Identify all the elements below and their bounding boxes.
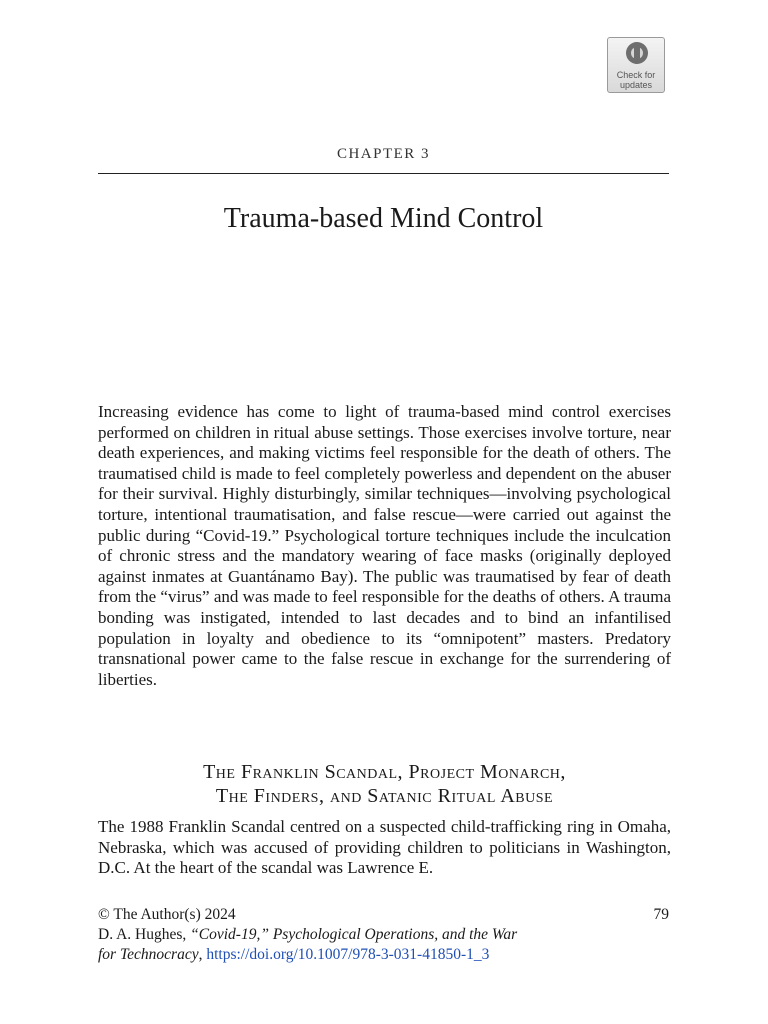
header-rule (98, 173, 669, 174)
badge-label-line2: updates (619, 79, 653, 90)
citation-author: D. A. Hughes, (98, 926, 191, 943)
badge-label-line1: Check for (616, 70, 656, 80)
book-title-part1: “Covid-19,” Psychological Operations, and the War (190, 926, 518, 943)
chapter-label: CHAPTER 3 (336, 146, 431, 162)
chapter-title: Trauma-based Mind Control (223, 203, 544, 234)
section-heading-line1: The Franklin Scandal, Project Monarch, (203, 761, 566, 783)
badge-label (608, 71, 664, 90)
section-paragraph: The 1988 Franklin Scandal centred on a suspected child-trafficking ring in Omaha, Nebraska, which was accused of providing children to politicians in Washington, D.C. At the heart of the scandal was Lawrence E. (98, 817, 671, 878)
doi-link[interactable]: https://doi.org/10.1007/978-3-031-41850-1_3 (206, 946, 490, 963)
section-heading (98, 760, 671, 808)
page-footer (98, 905, 669, 965)
citation-separator: , (198, 946, 207, 963)
copyright-line: © The Author(s) 2024 (98, 906, 236, 923)
section-heading-line2: The Finders, and Satanic Ritual Abuse (215, 785, 554, 807)
book-title-part2: for Technocracy (98, 946, 199, 963)
citation-line1 (98, 925, 669, 945)
citation-line2 (98, 945, 669, 965)
check-for-updates-badge[interactable] (607, 37, 665, 93)
check-for-updates-icon (626, 42, 648, 64)
page-number: 79 (653, 906, 669, 923)
abstract-paragraph: Increasing evidence has come to light of trauma-based mind control exercises performed on children in ritual abuse settings. Those exercises involve torture, near death experiences, and making victims feel responsible for the death of others. The traumatised child is made to feel completely powerless and dependent on the abuser for their survival. Highly disturbingly, similar techniques—involving psychological torture, intentional traumatisation, and false rescue—were carried out against the public during “Covid-19.” Psychological torture techniques include the inculcation of chronic stress and the mandatory wearing of face masks (originally deployed against inmates at Guantánamo Bay). The public was traumatised by fear of death from the “virus” and was made to feel responsible for the deaths of others. A trauma bonding was instigated, intended to last decades and to bind an infantilised population in loyalty and obedience to its “omnipotent” masters. Predatory transnational power came to the false rescue in exchange for the surrendering of liberties. (98, 402, 671, 689)
